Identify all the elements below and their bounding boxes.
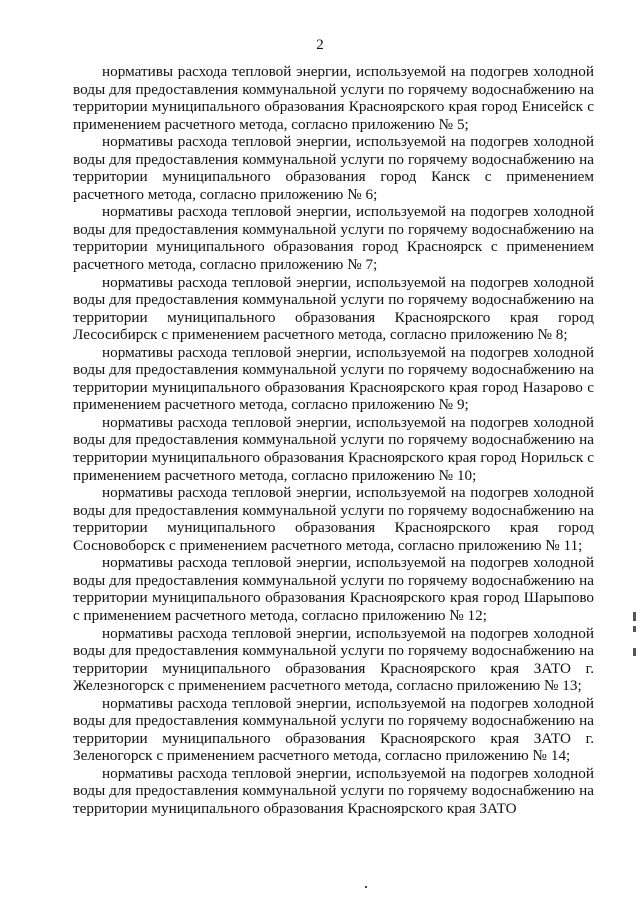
page-number: 2 bbox=[316, 37, 324, 53]
scan-artifact-mark bbox=[633, 648, 636, 656]
document-body bbox=[73, 63, 594, 818]
paragraph-prilozhenie-6: нормативы расхода тепловой энергии, используемой на подогрев холодной воды для предоставления коммунальной услуги по горячему водоснабжению на территории муниципального образования город Канск с применением расчетного метода, согласно приложению № 6; bbox=[73, 133, 594, 203]
paragraph-prilozhenie-9: нормативы расхода тепловой энергии, используемой на подогрев холодной воды для предоставления коммунальной услуги по горячему водоснабжению на территории муниципального образования Красноярского края город Назарово с применением расчетного метода, согласно приложению № 9; bbox=[73, 343, 594, 414]
paragraph-prilozhenie-8: нормативы расхода тепловой энергии, используемой на подогрев холодной воды для предоставления коммунальной услуги по горячему водоснабжению на территории муниципального образования Красноярского края город Лесосибирск с применением расчетного метода, согласно приложению № 8; bbox=[73, 273, 594, 344]
paragraph-prilozhenie-7: нормативы расхода тепловой энергии, используемой на подогрев холодной воды для предоставления коммунальной услуги по горячему водоснабжению на территории муниципального образования город Красноярск с применением расчетного метода, согласно приложению № 7; bbox=[73, 203, 594, 274]
paragraph-prilozhenie-13: нормативы расхода тепловой энергии, используемой на подогрев холодной воды для предоставления коммунальной услуги по горячему водоснабжению на территории муниципального образования Красноярского края ЗАТО г. Железногорск с применением расчетного метода, согласно приложению № 13; bbox=[73, 624, 594, 695]
paragraph-prilozhenie-5: нормативы расхода тепловой энергии, используемой на подогрев холодной воды для предоставления коммунальной услуги по горячему водоснабжению на территории муниципального образования Красноярского края город Енисейск с применением расчетного метода, согласно приложению № 5; bbox=[73, 63, 594, 133]
paragraph-continued: нормативы расхода тепловой энергии, используемой на подогрев холодной воды для предоставления коммунальной услуги по горячему водоснабжению на территории муниципального образования Красноярского края ЗАТО bbox=[73, 764, 594, 817]
scan-artifact-dot bbox=[365, 886, 367, 888]
paragraph-prilozhenie-14: нормативы расхода тепловой энергии, используемой на подогрев холодной воды для предоставления коммунальной услуги по горячему водоснабжению на территории муниципального образования Красноярского края ЗАТО г. Зеленогорск с применением расчетного метода, согласно приложению № 14; bbox=[73, 694, 594, 765]
scan-artifact-mark bbox=[633, 626, 636, 632]
paragraph-prilozhenie-12: нормативы расхода тепловой энергии, используемой на подогрев холодной воды для предоставления коммунальной услуги по горячему водоснабжению на территории муниципального образования Красноярского края город Шарыпово с применением расчетного метода, согласно приложению № 12; bbox=[73, 554, 594, 624]
paragraph-prilozhenie-10: нормативы расхода тепловой энергии, используемой на подогрев холодной воды для предоставления коммунальной услуги по горячему водоснабжению на территории муниципального образования Красноярского края город Норильск с применением расчетного метода, согласно приложению № 10; bbox=[73, 413, 594, 484]
paragraph-prilozhenie-11: нормативы расхода тепловой энергии, используемой на подогрев холодной воды для предоставления коммунальной услуги по горячему водоснабжению на территории муниципального образования Красноярского края город Сосновоборск с применением расчетного метода, согласно приложению № 11; bbox=[73, 484, 594, 554]
scan-artifact-mark bbox=[633, 612, 636, 621]
